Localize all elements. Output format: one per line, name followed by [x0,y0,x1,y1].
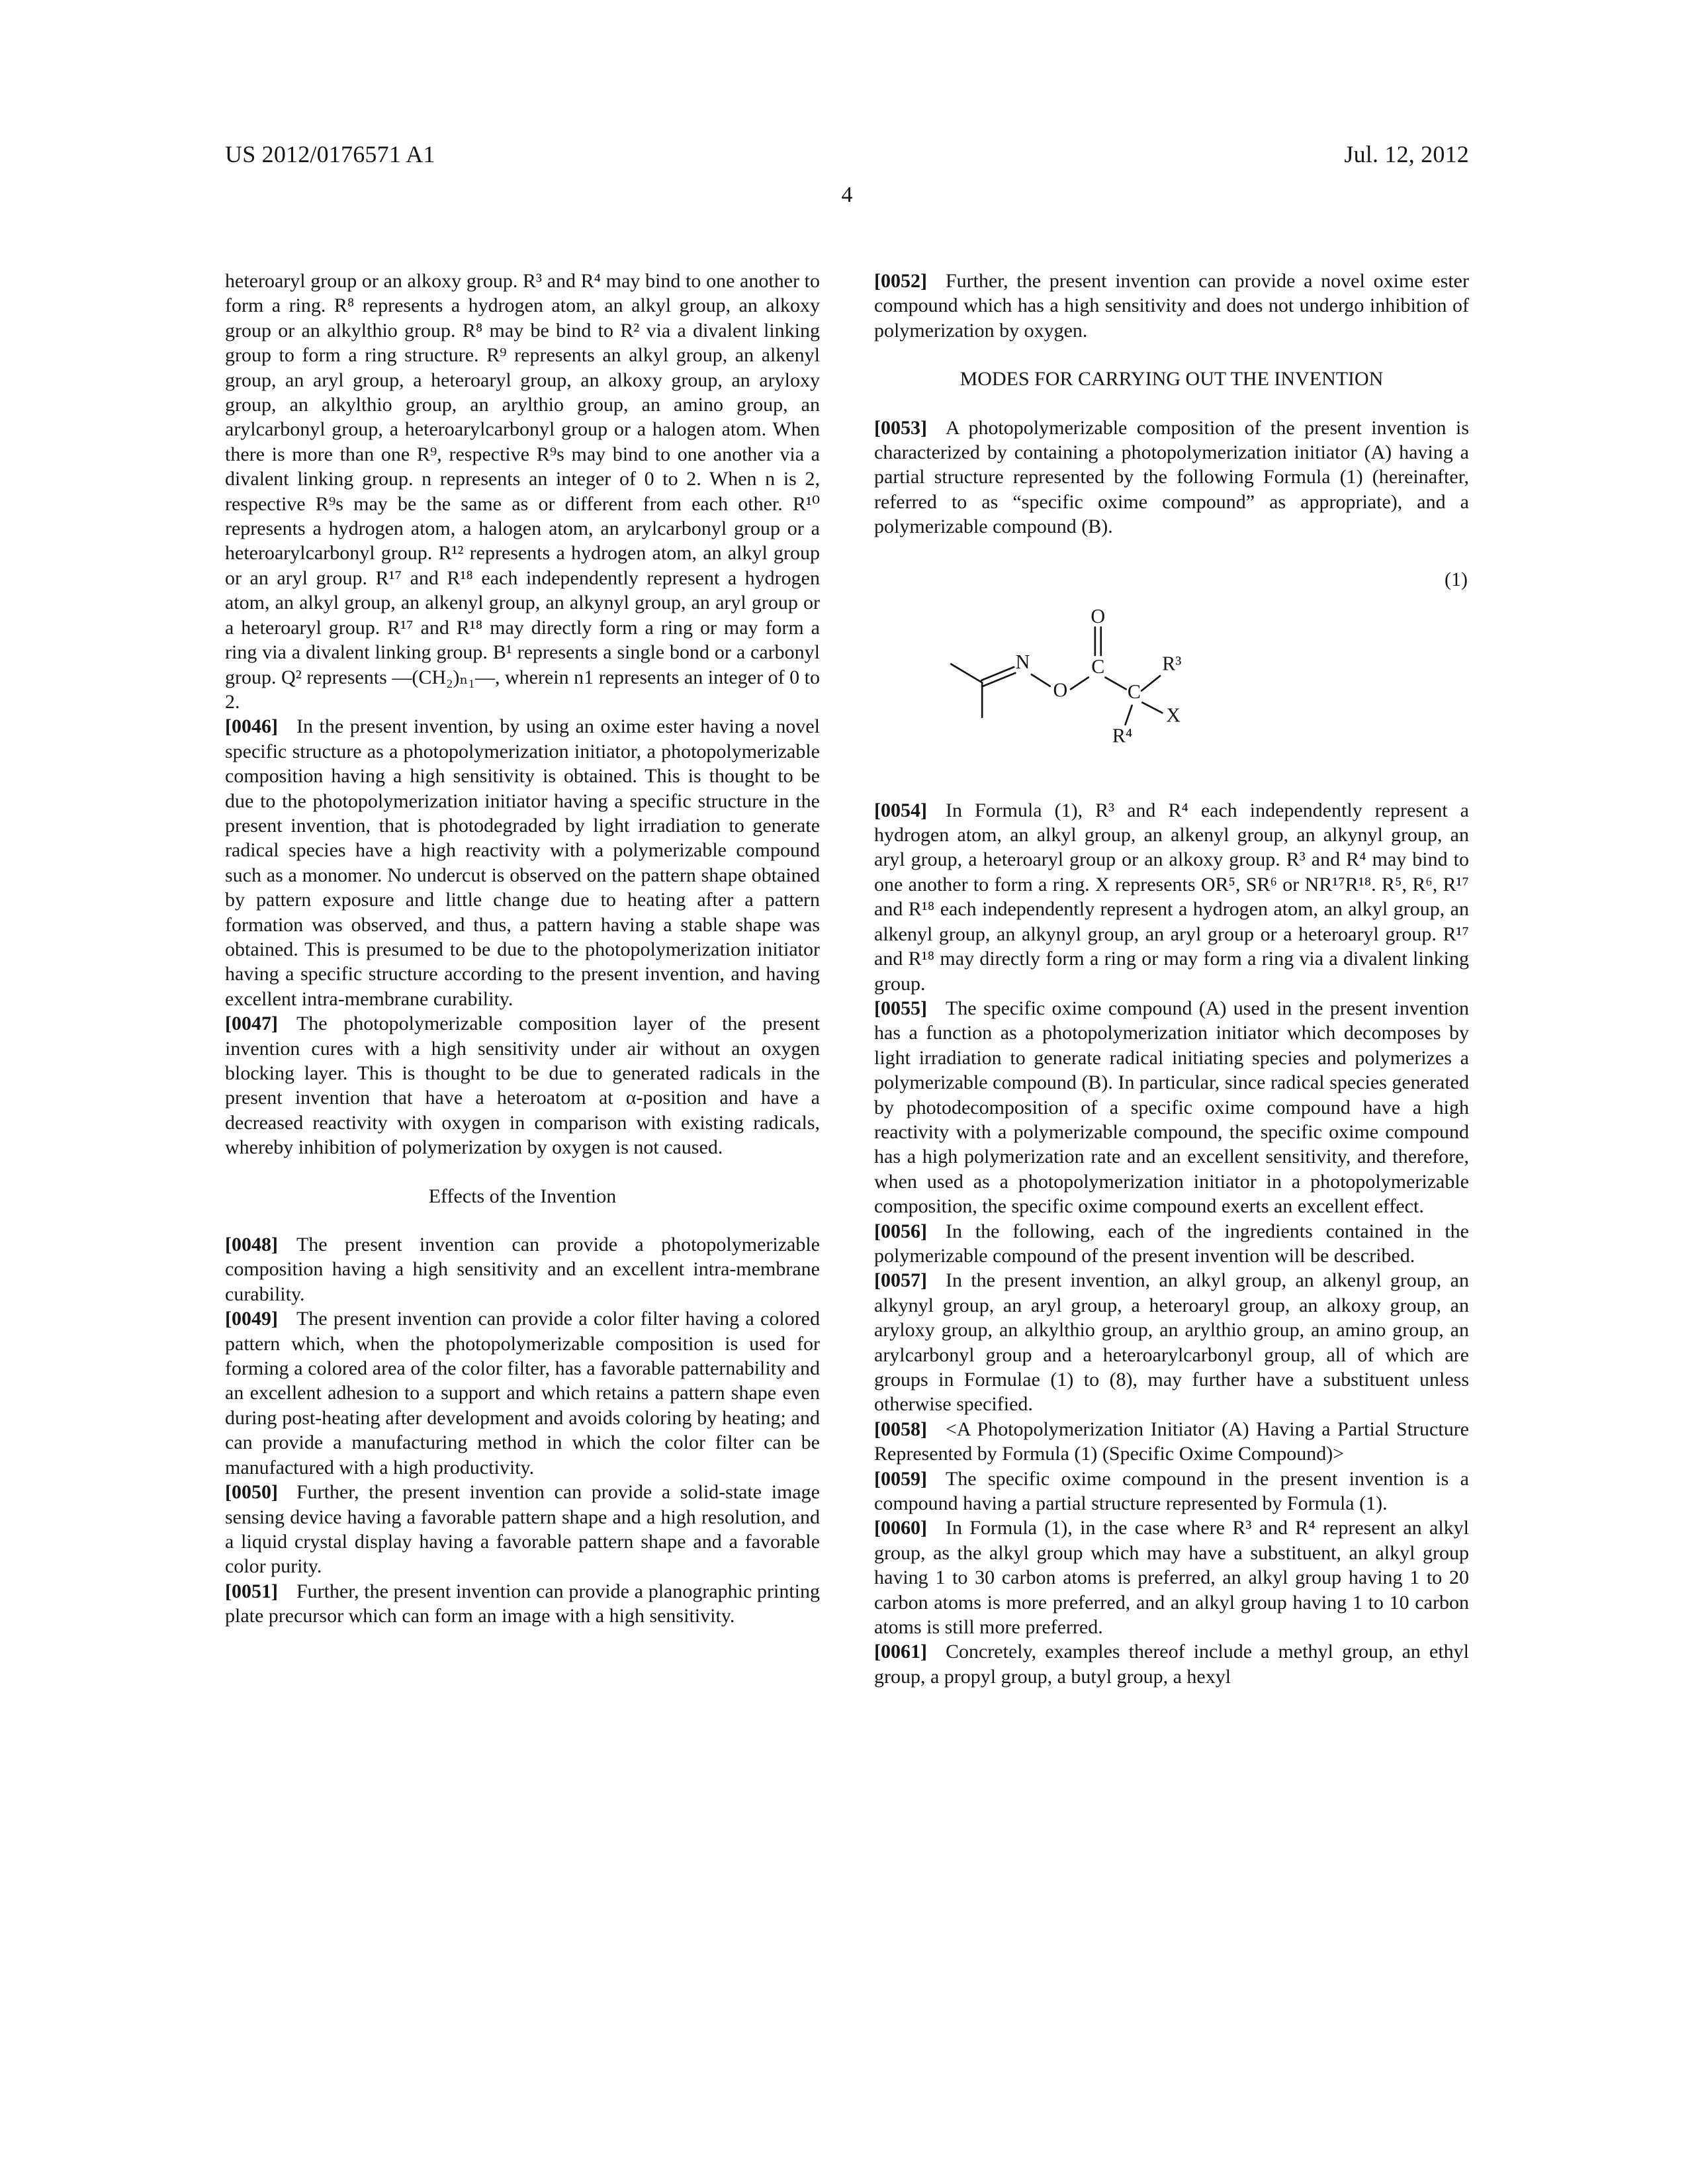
paragraph-0058 [874,1417,1469,1467]
paragraph-tag: [0049] [225,1308,278,1330]
paragraph-tag: [0048] [225,1234,278,1256]
paragraph-0056 [874,1219,1469,1269]
oxime-ester-structure-drawing [911,586,1294,756]
paragraph-text: In the following, each of the ingredients contained in the polymerizable compound of the present invention will be described. [874,1220,1469,1267]
paragraph-tag: [0061] [874,1641,927,1663]
paragraph-text: The specific oxime compound in the present invention is a compound having a partial structure represented by Formula (1). [874,1467,1469,1515]
paragraph-text: Further, the present invention can provide a planographic printing plate precursor which can form an image with a high sensitivity. [225,1580,820,1627]
paragraph-tag: [0051] [225,1580,278,1602]
paragraph-text: Concretely, examples thereof include a methyl group, an ethyl group, a propyl group, a butyl group, a hexyl [874,1641,1469,1688]
paragraph-0049 [225,1306,820,1480]
paragraph-text: The specific oxime compound (A) used in the present invention has a function as a photopolymerization initiator which decomposes by light irradiation to generate radical initiating species and polymerizes a polymerizable compound (B). In particular, since radical species generated by photodecomposition of a specific oxime compound have a high reactivity with a polymerizable compound, the specific oxime compound has a high polymerization rate and an excellent sensitivity, and therefore, when used as a photopolymerization initiator in a photopolymerizable composition, the specific oxime compound exerts an excellent effect. [874,997,1469,1218]
paragraph-text: A photopolymerizable composition of the present invention is characterized by containing a photopolymerization initiator (A) having a partial structure represented by the following Formula (1) (hereinafter, referred to as “specific oxime compound” as appropriate), and a polymerizable compound (B). [874,416,1469,538]
atom-r4-label: R⁴ [1112,724,1133,747]
bond-c-r3 [1141,676,1160,690]
atom-o-ester-label: O [1053,678,1068,702]
atom-n-label: N [1015,650,1030,673]
atom-o-carbonyl-label: O [1091,604,1106,627]
publication-date: Jul. 12, 2012 [1344,141,1469,167]
paragraph-0050 [225,1480,820,1579]
paragraph-tag: [0057] [874,1269,927,1292]
paragraph-0051 [225,1579,820,1629]
paragraph-tag: [0054] [874,799,927,821]
page-number: 4 [841,183,853,207]
paragraph-0059 [874,1467,1469,1516]
paragraph-text: <A Photopolymerization Initiator (A) Having a Partial Structure Represented by Formula (1) (Specific Oxime Compound)> [874,1418,1469,1465]
atom-r3-label: R³ [1162,652,1182,675]
paragraph-0047 [225,1011,820,1160]
paragraph-text: In the present invention, by using an oxime ester having a novel specific structure as a photopolymerization initiator, a photopolymerizable composition having a high sensitivity is obtained. This is thought to be due to the photopolymerization initiator having a specific structure in the present invention, that is photodegraded by light irradiation to generate radical species have a high reactivity with a polymerizable compound such as a monomer. No undercut is observed on the pattern shape obtained by pattern exposure and little change due to heating after a pattern formation was observed, and thus, a pattern having a stable shape was obtained. This is presumed to be due to the photopolymerization initiator having a specific structure according to the present invention, and having excellent intra-membrane curability. [225,715,820,1010]
paragraph-tag: [0050] [225,1481,278,1504]
paragraph-text: The present invention can provide a photopolymerizable composition having a high sensitivity and an excellent intra-membrane curability. [225,1234,820,1305]
paragraph-tag: [0053] [874,416,927,439]
atom-c-carbonyl-label: C [1091,655,1105,678]
left-column [225,269,820,1689]
paragraph-tag: [0059] [874,1467,927,1490]
atom-labels [1016,605,1182,747]
right-column [874,269,1469,1689]
paragraph-0053 [874,416,1469,539]
section-heading-effects-of-the-invention: Effects of the Invention [428,1185,617,1207]
patent-publication-number: US 2012/0176571 A1 [225,141,435,167]
bond-lines [951,627,1162,724]
bond-o-c [1071,677,1089,689]
paragraph-0054 [874,798,1469,996]
paragraph-0055 [874,996,1469,1219]
atom-c-quaternary-label: C [1127,680,1141,703]
section-heading-modes-for-carrying-out: MODES FOR CARRYING OUT THE INVENTION [959,368,1384,390]
atom-x-label: X [1166,704,1181,727]
two-column-body [225,269,1469,1689]
paragraph-continuation: heteroaryl group or an alkoxy group. R³ and R⁴ may bind to one another to form a ring. R⁸ represents a hydrogen atom, an alkyl group, an alkoxy group or an alkylthio group. R⁸ may be bind to R² via a divalent linking group to form a ring structure. R⁹ represents an alkyl group, an alkenyl group, an aryl group, a heteroaryl group, an alkoxy group, an aryloxy group, an alkylthio group, an arylthio group, an amino group, an arylcarbonyl group, a heteroarylcarbonyl group or a halogen atom. When there is more than one R⁹, respective R⁹s may bind to one another via a divalent linking group. n represents an integer of 0 to 2. When n is 2, respective R⁹s may be the same as or different from each other. R¹⁰ represents a hydrogen atom, a halogen atom, an arylcarbonyl group or a heteroarylcarbonyl group. R¹² represents a hydrogen atom, an alkyl group or an aryl group. R¹⁷ and R¹⁸ each independently represent a hydrogen atom, an alkyl group, an alkenyl group, an alkynyl group, an aryl group or a heteroaryl group. R¹⁷ and R¹⁸ may directly form a ring or may form a ring via a divalent linking group. B¹ represents a single bond or a carbonyl group. Q² represents —(CH₂)ₙ₁—, wherein n1 represents an integer of 0 to 2. [225,270,820,713]
formula-number: (1) [1445,568,1468,590]
chemical-formula-1 [874,567,1469,776]
paragraph-0060 [874,1516,1469,1639]
paragraph-text: The photopolymerizable composition layer of the present invention cures with a high sensitivity under air without an oxygen blocking layer. This is thought to be due to generated radicals in the present invention that have a heteroatom at α-position and have a decreased reactivity with oxygen in comparison with existing radicals, whereby inhibition of polymerization by oxygen is not caused. [225,1013,820,1159]
paragraph-text: Further, the present invention can provide a solid-state image sensing device having a favorable pattern shape and a high resolution, and a liquid crystal display having a favorable pattern shape and a favorable color purity. [225,1481,820,1578]
bond-methyl-diagonal [951,664,982,682]
paragraph-text: The present invention can provide a color filter having a colored pattern which, when the photopolymerizable composition is used for forming a colored area of the color filter, has a favorable patternability and an excellent adhesion to a support and which retains a pattern shape even during post-heating after development and avoids coloring by heating; and can provide a manufacturing method in which the color filter can be manufactured with a high productivity. [225,1308,820,1479]
bond-c-c [1105,677,1126,689]
bond-c-n-double-lower [983,673,1015,686]
paragraph-tag: [0056] [874,1220,927,1242]
paragraph-0052 [874,269,1469,343]
paragraph-0046 [225,714,820,1011]
bond-n-o [1032,674,1050,686]
paragraph-text: In Formula (1), R³ and R⁴ each independently represent a hydrogen atom, an alkyl group, an alkenyl group, an alkynyl group, an aryl group, a heteroaryl group or an alkoxy group. R³ and R⁴ may bind to one another to form a ring. X represents OR⁵, SR⁶ or NR¹⁷R¹⁸. R⁵, R⁶, R¹⁷ and R¹⁸ each independently represent a hydrogen atom, an alkyl group, an alkenyl group, an alkynyl group, an aryl group or a heteroaryl group. R¹⁷ and R¹⁸ may directly form a ring or may form a ring via a divalent linking group. [874,799,1469,995]
paragraph-0057 [874,1268,1469,1416]
paragraph-tag: [0060] [874,1517,927,1539]
paragraph-text: Further, the present invention can provide a novel oxime ester compound which has a high sensitivity and does not undergo inhibition of polymerization by oxygen. [874,270,1469,341]
paragraph-0061 [874,1639,1469,1689]
paragraph-tag: [0055] [874,997,927,1019]
paragraph-tag: [0046] [225,715,278,738]
paragraph-tag: [0047] [225,1013,278,1035]
paragraph-tag: [0058] [874,1418,927,1440]
paragraph-text: In the present invention, an alkyl group, an alkenyl group, an alkynyl group, an aryl group, a heteroaryl group, an alkoxy group, an aryloxy group, an alkylthio group, an arylthio group, an amino group, an arylcarbonyl group and a heteroarylcarbonyl group, all of which are groups in Formulae (1) to (8), may further have a substituent unless otherwise specified. [874,1269,1469,1416]
bond-c-x [1142,702,1162,713]
paragraph-tag: [0052] [874,270,927,292]
paragraph-0048 [225,1232,820,1306]
bond-c-n-double-upper [981,667,1014,680]
bond-c-r4 [1126,705,1132,725]
page-header [225,0,1469,168]
paragraph-text: In Formula (1), in the case where R³ and R⁴ represent an alkyl group, as the alkyl group which may have a substituent, an alkyl group having 1 to 30 carbon atoms is preferred, an alkyl group having 1 to 20 carbon atoms is more preferred, and an alkyl group having 1 to 10 carbon atoms is still more preferred. [874,1517,1469,1639]
